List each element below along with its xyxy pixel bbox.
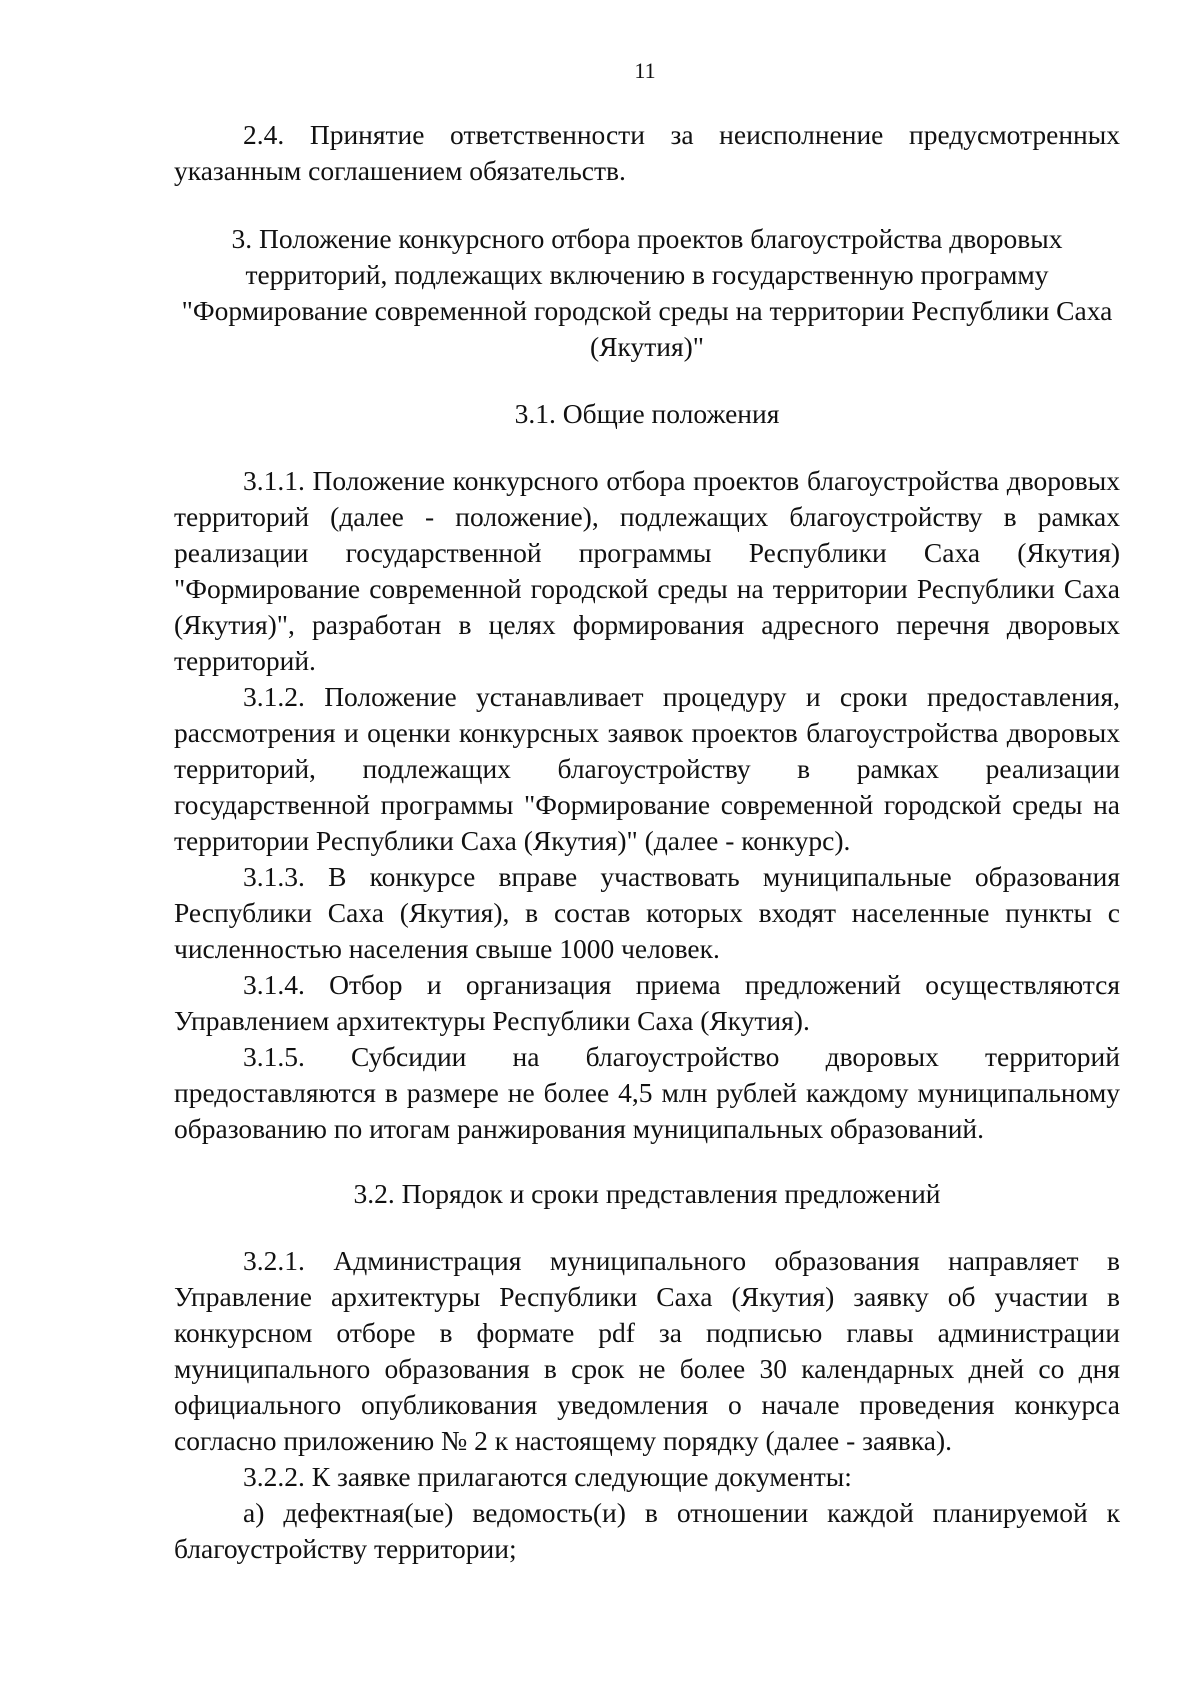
paragraph-3-1-1: 3.1.1. Положение конкурсного отбора проектов благоустройства дворовых территорий (далее - положение), подлежащих благоустройству в рамках реализации государственной программы Республики Саха (Якутия) "Формирование современной городской среды на территории Республики Саха (Якутия)", разработан в целях формирования адресного перечня дворовых территорий. xyxy=(174,465,1120,676)
document-body xyxy=(174,117,1120,1567)
paragraph-3-1-3: 3.1.3. В конкурсе вправе участвовать муниципальные образования Республики Саха (Якутия), в состав которых входят населенные пункты с численностью населения свыше 1000 человек. xyxy=(174,861,1120,964)
paragraph-2-4: 2.4. Принятие ответственности за неисполнение предусмотренных указанным соглашением обязательств. xyxy=(174,119,1120,186)
paragraph-3-1-4: 3.1.4. Отбор и организация приема предложений осуществляются Управлением архитектуры Республики Саха (Якутия). xyxy=(174,969,1120,1036)
section-3-heading: 3. Положение конкурсного отбора проектов благоустройства дворовых территорий, подлежащих включению в государственную программу "Формирование современной городской среды на территории Республики Саха (Якутия)" xyxy=(181,223,1113,362)
paragraph-3-2-1: 3.2.1. Администрация муниципального образования направляет в Управление архитектуры Республики Саха (Якутия) заявку об участии в конкурсном отборе в формате pdf за подписью главы администрации муниципального образования в срок не более 30 календарных дней со дня официального опубликования уведомления о начале проведения конкурса согласно приложению № 2 к настоящему порядку (далее - заявка). xyxy=(174,1245,1120,1456)
paragraph-a: а) дефектная(ые) ведомость(и) в отношении каждой планируемой к благоустройству территории; xyxy=(174,1497,1120,1564)
paragraph-3-1-2: 3.1.2. Положение устанавливает процедуру и сроки предоставления, рассмотрения и оценки конкурсных заявок проектов благоустройства дворовых территорий, подлежащих благоустройству в рамках реализации государственной программы "Формирование современной городской среды на территории Республики Саха (Якутия)" (далее - конкурс). xyxy=(174,681,1120,856)
paragraph-3-1-5: 3.1.5. Субсидии на благоустройство дворовых территорий предоставляются в размере не более 4,5 млн рублей каждому муниципальному образованию по итогам ранжирования муниципальных образований. xyxy=(174,1041,1120,1144)
paragraph-3-2-2: 3.2.2. К заявке прилагаются следующие документы: xyxy=(243,1461,852,1492)
page-number: 11 xyxy=(634,58,656,83)
section-3-2-heading: 3.2. Порядок и сроки представления предложений xyxy=(353,1178,941,1209)
section-3-1-heading: 3.1. Общие положения xyxy=(514,398,780,429)
